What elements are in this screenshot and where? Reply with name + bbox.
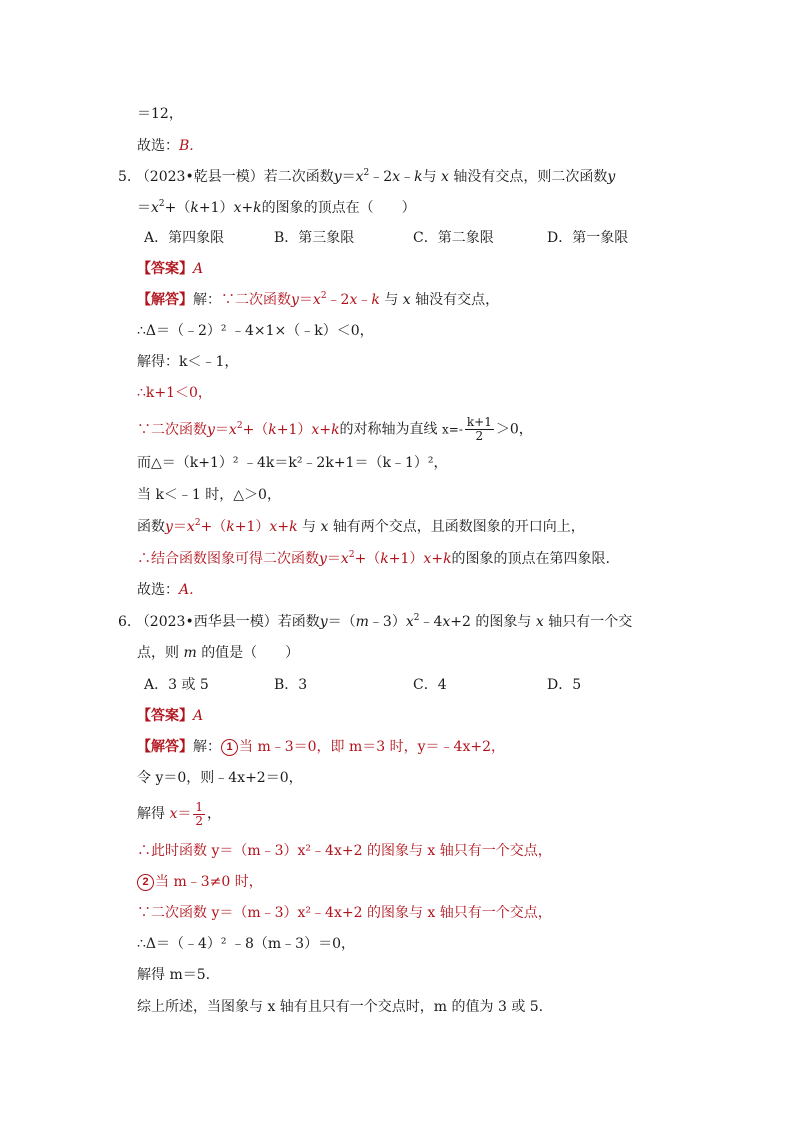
q5-sol-9-post: 的图象的顶点在第四象限. [451, 551, 610, 567]
q5-axis-label: x=- [442, 422, 463, 437]
q6-answer [137, 706, 203, 726]
circled-one-marker: 1 [221, 739, 238, 756]
q6-stem-line2: 点，则 m 的值是（ ） [137, 645, 300, 661]
q5-sol-lead: 解： [193, 292, 221, 308]
q5-fraction-denominator: 2 [475, 429, 484, 443]
q6-solution-2: 令 y＝0，则﹣4x+2＝0， [137, 770, 303, 786]
q5-option-b[interactable]: B．第三象限 [274, 230, 355, 246]
q5-solution-8: 函数$y=x^2+(k+1)x+k$ 与 x 轴有两个交点，且函数图象的开口向上， [137, 518, 585, 535]
q6-answer-value: A [193, 708, 204, 724]
q5-stem-mid: 与 [422, 169, 437, 185]
q5-sol-1-tail: 轴没有交点， [415, 292, 500, 308]
q5-analysis-label: 【解答】 [137, 292, 193, 308]
q6-option-c[interactable]: C．4 [413, 677, 447, 693]
circled-two-marker: 2 [137, 874, 154, 891]
q5-stem-pre: （2023•乾县一模）若二次函数 [135, 169, 334, 185]
q5-select-value: A. [179, 582, 194, 598]
select-value: B. [179, 138, 194, 154]
select-line [137, 136, 194, 156]
q5-solution-4: ∴k+1＜0， [137, 385, 212, 401]
q5-answer [137, 259, 203, 279]
q6-solution-7: ∴Δ＝（﹣4）² ﹣8（m﹣3）＝0， [137, 936, 355, 952]
q6-solution-6: ∵二次函数 y＝（m﹣3）x²﹣4x+2 的图象与 x 轴只有一个交点， [137, 905, 552, 921]
q5-sol-5-pre: ∵二次函数 [137, 421, 207, 438]
q5-solution-1: 【解答】解：∵二次函数$y=x^2﹣2x﹣k$ 与 x 轴没有交点， [137, 291, 500, 308]
q5-sol-5-mid: 的对称轴为直线 [339, 421, 438, 438]
q5-solution-3: 解得：k＜﹣1， [137, 354, 239, 370]
q5-stem-line2-post: 的图象的顶点在（ ） [261, 200, 416, 216]
q6-sol-3-post: ， [207, 806, 221, 822]
q6-option-d[interactable]: D．5 [547, 677, 582, 693]
q5-sol-5-post: ＞0， [495, 421, 533, 438]
q5-sol-8-pre: 函数 [137, 519, 165, 535]
q6-solution-1 [137, 737, 505, 757]
q5-fraction-numerator: k+1 [466, 415, 492, 429]
q6-sol-5-text: 当 m﹣3≠0 时， [155, 874, 263, 890]
q5-answer-label: 【答案】 [137, 261, 193, 277]
q6-sol-lead: 解： [193, 739, 221, 755]
q5-answer-value: A [193, 261, 204, 277]
q6-solution-8: 解得 m＝5. [137, 967, 211, 983]
q5-stem-line2: $=x^2+(k+1)x+k$的图象的顶点在（ ） [137, 199, 416, 216]
q5-solution-6: 而△＝（k+1）² ﹣4k＝k²﹣2k+1＝（k﹣1）²， [137, 455, 448, 471]
q6-solution-5 [137, 872, 263, 892]
q6-analysis-label: 【解答】 [137, 739, 193, 755]
q5-axis-fraction [465, 416, 494, 443]
q6-solution-4: ∴此时函数 y＝（m﹣3）x²﹣4x+2 的图象与 x 轴只有一个交点， [137, 843, 552, 859]
q6-sol-3-pre: 解得 [137, 806, 165, 822]
q6-option-a[interactable]: A．3 或 5 [144, 677, 209, 693]
q6-stem-post: 的图象与 [475, 614, 532, 630]
q5-select-prefix: 故选： [137, 582, 179, 598]
q6-solution-9: 综上所述，当图象与 x 轴有且只有一个交点时，m 的值为 3 或 5. [137, 999, 544, 1015]
q5-sol-1-body: ∵二次函数 [221, 292, 291, 308]
q6-fraction-numerator: 1 [195, 799, 203, 814]
q5-solution-5: ∵二次函数$y=x^2+(k+1)x+k$的对称轴为直线 x=- $\frac{k+1}{2}$ ＞0， [137, 415, 533, 443]
q5-sol-9-pre: ∴结合函数图象可得二次函数 [137, 551, 319, 567]
q6-stem-tail: 轴只有一个交 [548, 614, 633, 630]
q6-answer-label: 【答案】 [137, 708, 193, 724]
q5-sol-8-post: 轴有两个交点，且函数图象的开口向上， [332, 519, 585, 535]
q6-option-b[interactable]: B．3 [274, 677, 308, 693]
q5-stem-post: 轴没有交点，则二次函数 [453, 169, 608, 185]
select-prefix: 故选： [137, 138, 179, 154]
q5-solution-7: 当 k＜﹣1 时，△＞0， [137, 487, 281, 503]
q5-option-d[interactable]: D．第一象限 [547, 230, 629, 246]
q6-stem-line2-post: 的值是（ ） [201, 645, 300, 661]
q6-sol-1-body: 当 m﹣3＝0，即 m＝3 时，y＝﹣4x+2， [239, 739, 505, 755]
q6-stem-pre: （2023•西华县一模）若函数 [135, 614, 320, 630]
q6-x-fraction [193, 801, 205, 828]
q5-number: 5. [118, 169, 132, 185]
q5-solution-9: ∴结合函数图象可得二次函数$y=x^2+(k+1)x+k$的图象的顶点在第四象限. [137, 550, 610, 567]
q6-stem-line1: 6. （2023•西华县一模）若函数$y=(m﹣3)x^2﹣4x+2$ 的图象与 x 轴只有一个交 [118, 613, 633, 630]
q5-option-a[interactable]: A．第四象限 [144, 230, 225, 246]
continued-equation: ＝12， [137, 106, 183, 122]
q6-fraction-denominator: 2 [195, 813, 203, 828]
q5-stem-line1: 5. （2023•乾县一模）若二次函数$y=x^2﹣2x﹣k$与 x 轴没有交点，则二次函数y [118, 168, 616, 185]
q6-number: 6. [118, 614, 132, 630]
q6-solution-3: 解得 x＝ $\frac{1}{2}$ ， [137, 799, 221, 828]
q6-stem-line2: 点，则 [137, 645, 179, 661]
q5-solution-2: ∴Δ＝（﹣2）² ﹣4×1×（﹣k）＜0， [137, 323, 374, 339]
q5-select-line [137, 580, 194, 600]
q5-option-c[interactable]: C．第二象限 [413, 230, 494, 246]
